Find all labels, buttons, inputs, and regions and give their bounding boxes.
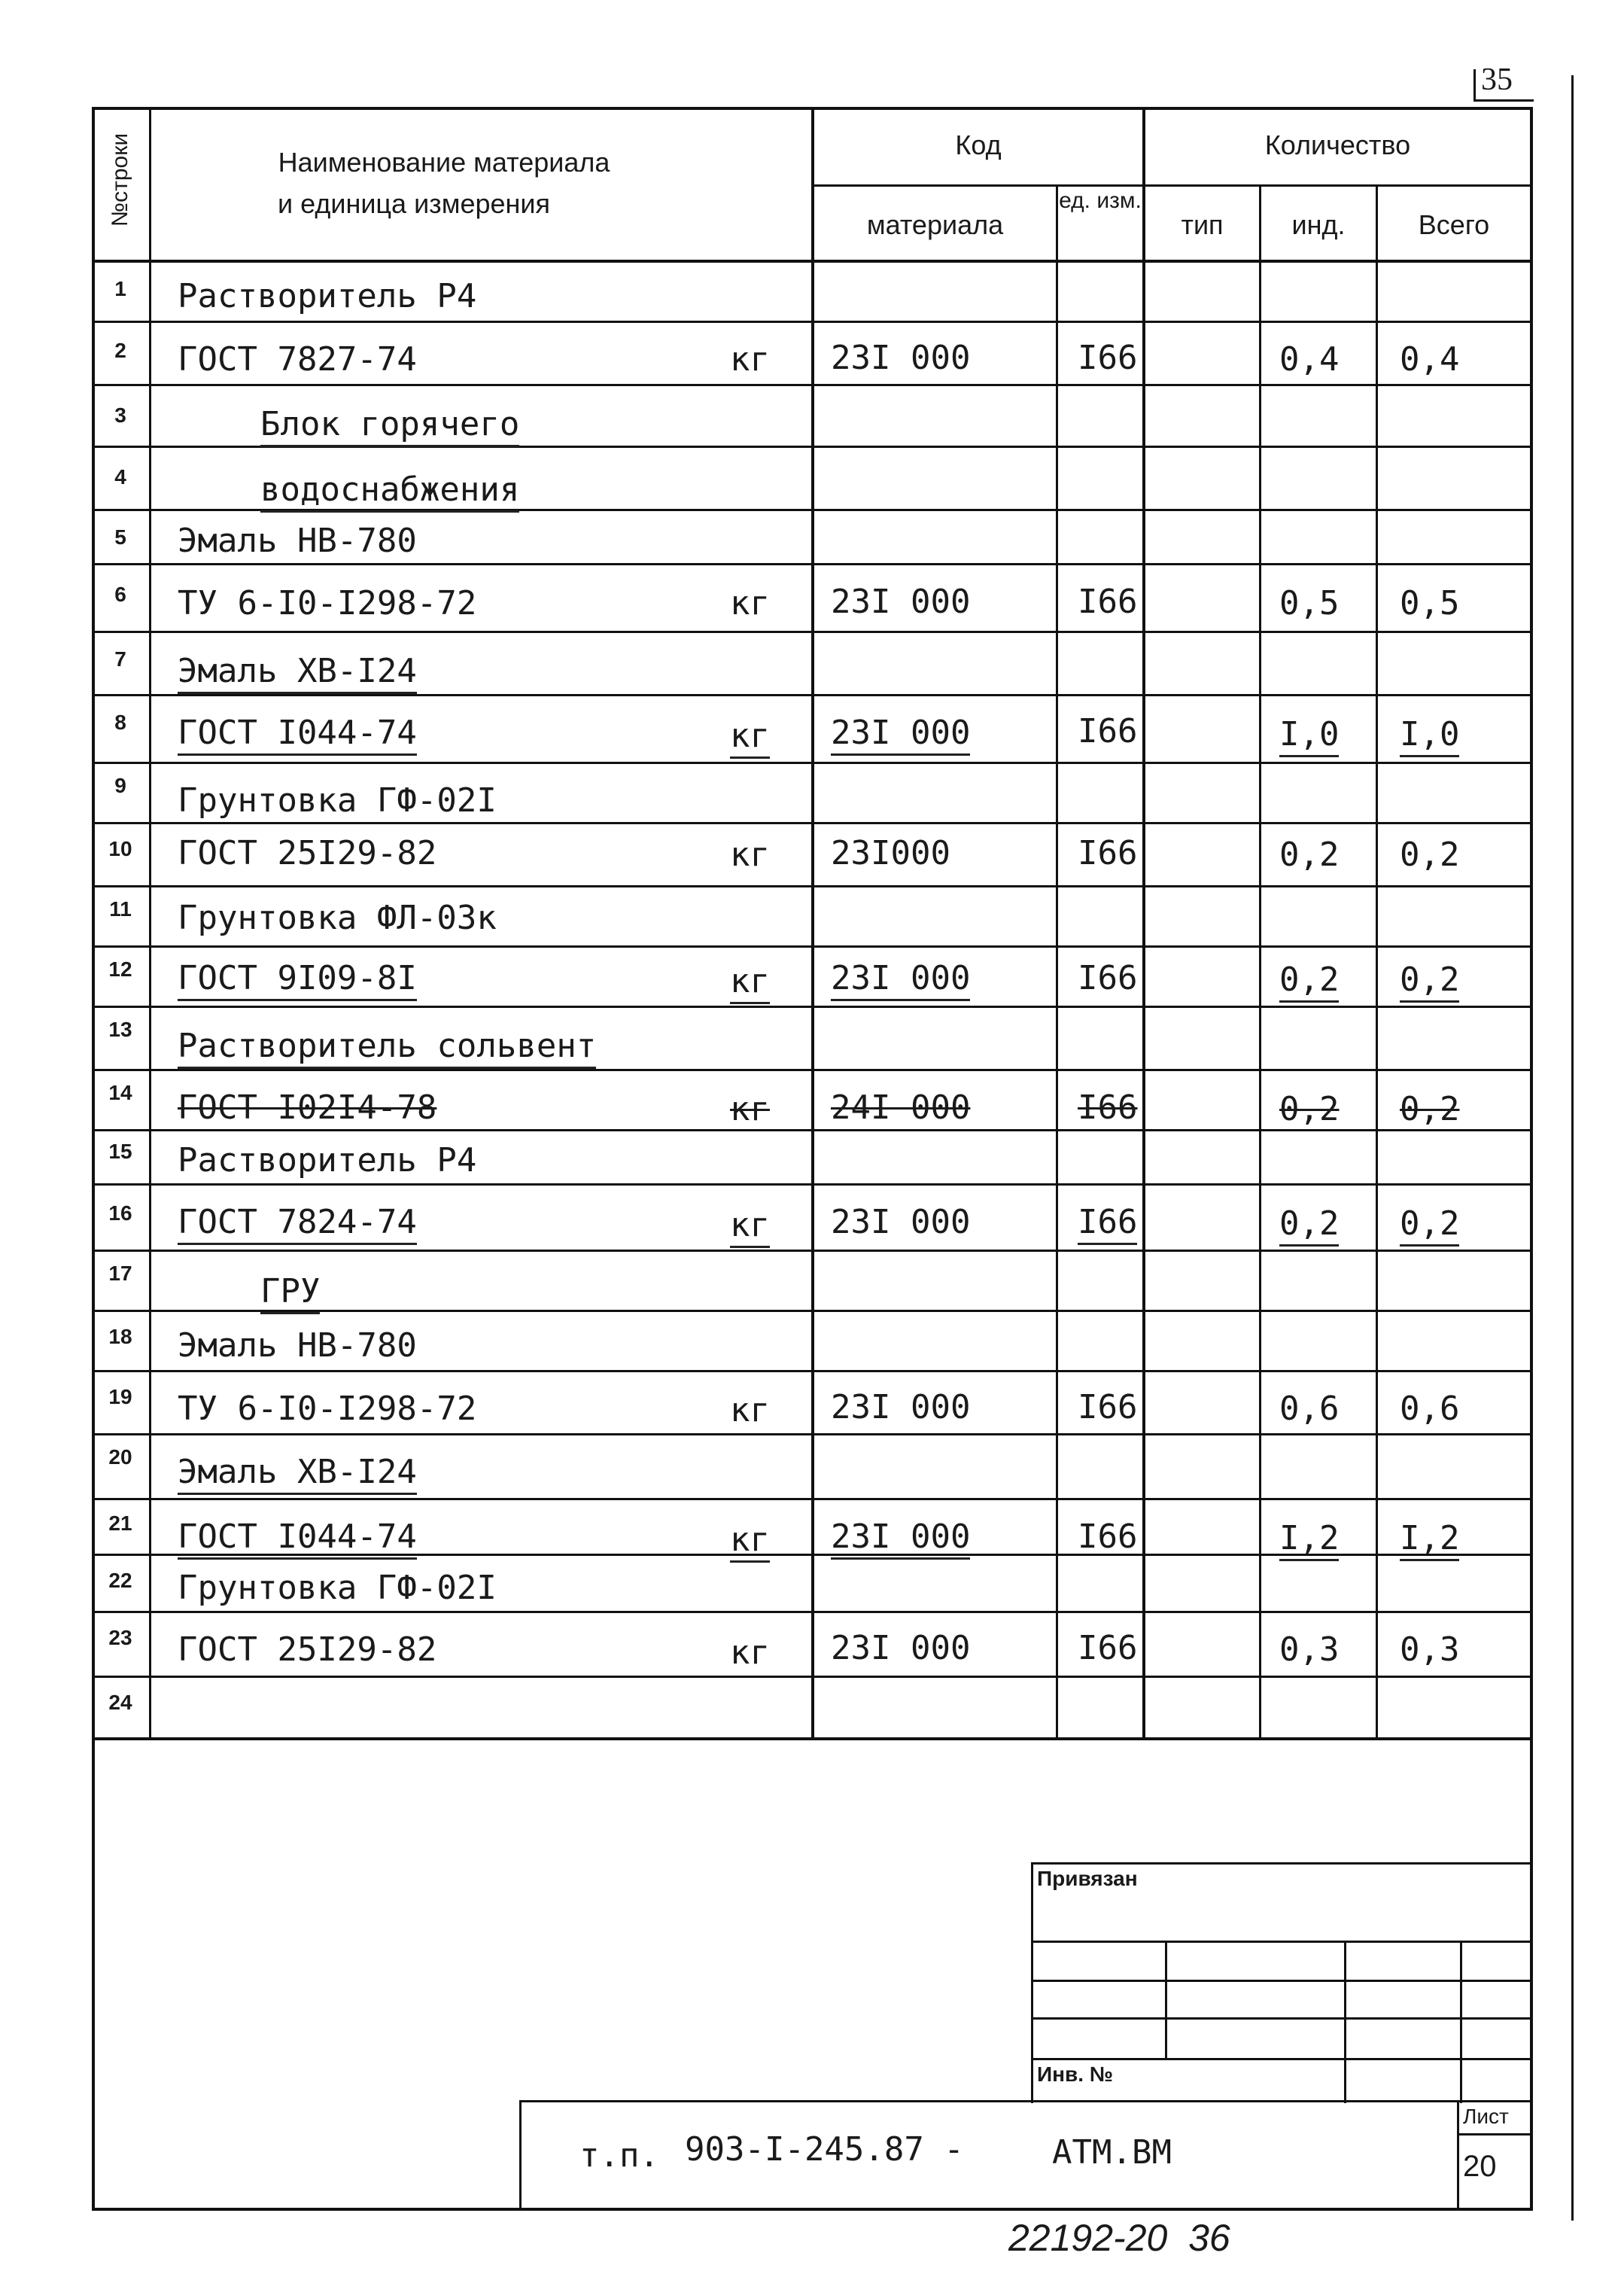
row-total: 0,3 [1400, 1630, 1460, 1669]
row-number: 15 [108, 1140, 132, 1163]
row-number: 2 [114, 339, 126, 362]
header-code-unit-text: ед. изм. [1059, 188, 1142, 213]
page-number-underline [1473, 99, 1534, 102]
row-name: водоснабжения [260, 470, 519, 513]
row-code: 23I 000 [831, 959, 970, 1001]
row-number: 17 [108, 1262, 132, 1285]
row-name: ГОСТ I02I4-78 [178, 1088, 437, 1127]
row-name: ТУ 6-I0-I298-72 [178, 1390, 477, 1428]
row-ed: I66 [1078, 1088, 1138, 1127]
row-unit: кг [730, 717, 770, 759]
row-ed: I66 [1078, 339, 1138, 377]
row-number: 12 [108, 957, 132, 981]
stamp-list-label: Лист [1463, 2105, 1509, 2128]
row-name: Грунтовка ГФ-02I [178, 781, 497, 820]
row-total: 0,2 [1400, 1204, 1459, 1247]
row-name: ГОСТ 7824-74 [178, 1203, 417, 1245]
row-ed: I66 [1078, 959, 1138, 997]
row-number: 24 [108, 1691, 132, 1714]
row-unit: кг [730, 1090, 770, 1128]
header-name-line1: Наименование материала [278, 147, 610, 178]
header-code-unit [1058, 188, 1142, 214]
row-code: 23I 000 [831, 1518, 970, 1560]
row-unit: кг [730, 584, 770, 623]
row-name: Грунтовка ГФ-02I [178, 1569, 497, 1607]
row-number: 11 [109, 897, 132, 921]
row-number: 4 [114, 465, 126, 489]
row-total: 0,6 [1400, 1390, 1460, 1428]
row-ind: 0,4 [1279, 340, 1340, 379]
row-ed: I66 [1078, 834, 1138, 872]
row-total: 0,2 [1400, 1090, 1460, 1128]
row-name: ГОСТ 9I09-8I [178, 959, 417, 1001]
row-name: Блок горячего [260, 405, 519, 447]
row-number: 21 [108, 1511, 132, 1535]
doc-number: 903-I-245.87 - [685, 2130, 964, 2169]
row-unit: кг [730, 340, 770, 379]
header-row-number: №строки [108, 132, 132, 227]
row-unit: кг [730, 1206, 770, 1248]
row-name: ГОСТ 25I29-82 [178, 1630, 437, 1669]
row-name: Грунтовка ФЛ-03к [178, 899, 497, 937]
row-code: 23I 000 [831, 1629, 971, 1667]
row-number: 19 [108, 1385, 132, 1408]
row-number: 8 [114, 711, 126, 734]
row-code: 23I 000 [831, 714, 970, 756]
header-name-line2: и единица измерения [277, 188, 550, 219]
page-number-top: 35 [1481, 62, 1513, 97]
header-code: Код [955, 129, 1002, 160]
row-unit: кг [730, 962, 770, 1004]
doc-code: АТМ.ВМ [1052, 2133, 1172, 2172]
row-ind: 0,3 [1279, 1630, 1340, 1669]
row-code: 23I 000 [831, 1203, 971, 1241]
stamp-list-value: 20 [1463, 2150, 1497, 2183]
row-unit: кг [730, 1633, 770, 1672]
row-name: Эмаль ХВ-I24 [178, 652, 417, 694]
page-number-tick [1473, 69, 1476, 101]
row-unit: кг [730, 836, 770, 874]
row-total: 0,5 [1400, 584, 1460, 623]
row-ed: I66 [1078, 1203, 1137, 1245]
row-ind: 0,5 [1279, 584, 1340, 623]
right-margin-line [1571, 75, 1574, 2221]
row-number: 20 [108, 1445, 132, 1469]
row-number: 3 [114, 403, 126, 427]
row-ind: 0,2 [1279, 960, 1339, 1003]
footer-handwritten-number: 22192-20 36 [1008, 2217, 1230, 2259]
row-ed: I66 [1078, 712, 1138, 750]
row-ind: 0,2 [1279, 836, 1340, 874]
row-ed: I66 [1078, 1518, 1138, 1556]
row-unit: кг [730, 1391, 770, 1429]
stamp-privyazan: Привязан [1037, 1867, 1138, 1890]
row-name: Растворитель сольвент [178, 1027, 596, 1069]
row-ed: I66 [1078, 1629, 1138, 1667]
row-code: 24I 000 [831, 1088, 971, 1127]
row-number: 23 [108, 1626, 132, 1649]
row-ind: 0,2 [1279, 1204, 1339, 1247]
row-code: 23I 000 [831, 339, 971, 377]
row-name: ГОСТ 7827-74 [178, 340, 417, 379]
row-name: ГОСТ I044-74 [178, 714, 417, 756]
stamp-inv-no: Инв. № [1037, 2062, 1114, 2086]
row-name: ТУ 6-I0-I298-72 [178, 584, 477, 623]
header-code-material: материала [866, 209, 1004, 240]
row-ed: I66 [1078, 1388, 1138, 1426]
row-name: ГОСТ 25I29-82 [178, 834, 437, 872]
row-ind: I,0 [1279, 715, 1339, 757]
row-name: Эмаль ХВ-I24 [178, 1453, 417, 1495]
row-total: I,2 [1400, 1519, 1459, 1561]
row-name: Эмаль НВ-780 [178, 522, 417, 560]
row-ind: 0,6 [1279, 1390, 1340, 1428]
row-total: 0,2 [1400, 836, 1460, 874]
row-number: 10 [108, 837, 132, 860]
header-qty-total: Всего [1418, 209, 1490, 240]
row-number: 14 [108, 1081, 132, 1104]
header-qty-ind: инд. [1291, 209, 1346, 240]
row-ind: 0,2 [1279, 1090, 1340, 1128]
header-quantity: Количество [1264, 129, 1411, 160]
row-ind: I,2 [1279, 1519, 1339, 1561]
row-total: I,0 [1400, 715, 1459, 757]
row-name: Растворитель Р4 [178, 1141, 477, 1180]
row-name: ГРУ [260, 1272, 320, 1314]
row-number: 16 [108, 1201, 132, 1225]
row-number: 1 [114, 277, 126, 300]
row-code: 23I 000 [831, 1388, 971, 1426]
row-ed: I66 [1078, 583, 1138, 621]
row-name: ГОСТ I044-74 [178, 1518, 417, 1560]
row-number: 18 [108, 1325, 132, 1348]
row-number: 22 [108, 1569, 132, 1592]
row-number: 9 [114, 774, 126, 797]
row-number: 13 [108, 1018, 132, 1041]
row-number: 6 [114, 583, 126, 606]
row-total: 0,2 [1400, 960, 1459, 1003]
row-name: Растворитель Р4 [178, 277, 477, 315]
row-name: Эмаль НВ-780 [178, 1326, 417, 1365]
row-total: 0,4 [1400, 340, 1460, 379]
row-number: 5 [114, 525, 126, 549]
row-unit: кг [730, 1521, 770, 1563]
row-number: 7 [114, 647, 126, 671]
doc-prefix: т.п. [579, 2136, 659, 2175]
row-code: 23I 000 [831, 583, 971, 621]
header-qty-type: тип [1181, 209, 1224, 240]
row-code: 23I000 [831, 834, 950, 872]
